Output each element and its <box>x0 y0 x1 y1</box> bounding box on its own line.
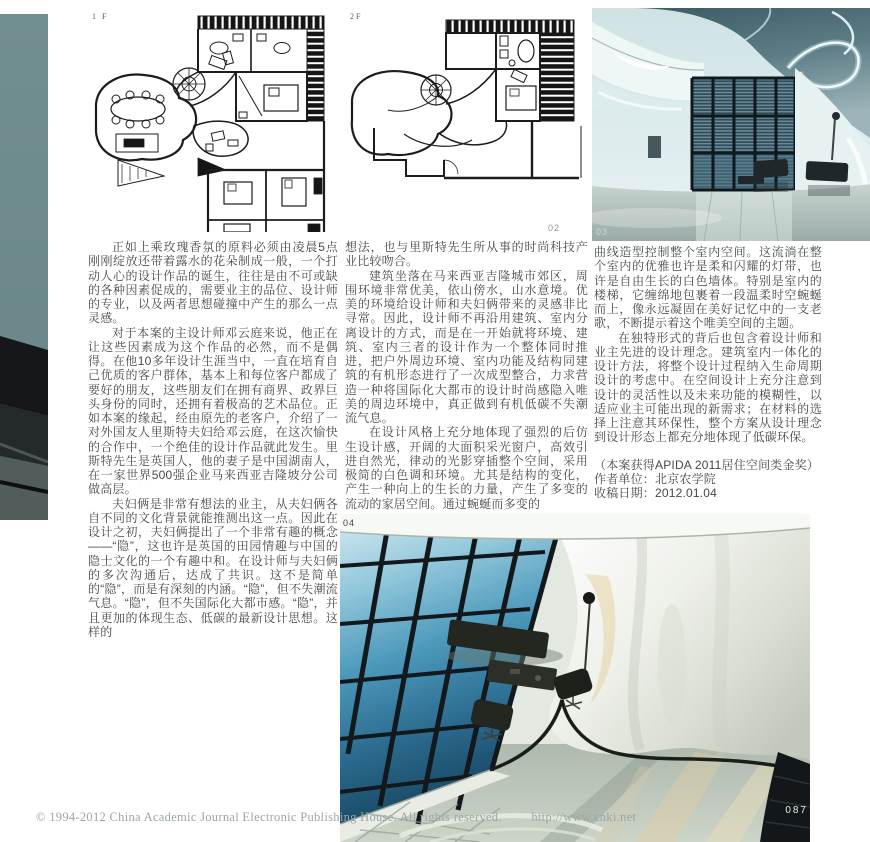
copyright-line <box>36 810 636 825</box>
left-photo-strip <box>0 14 48 520</box>
figure-label-04: 04 <box>343 518 356 528</box>
floorplan-1f-label: 1 F <box>92 12 109 21</box>
floorplan-2f-label: 2F <box>350 12 363 21</box>
article-paragraph: 想法，也与里斯特先生所从事的时尚科技产业比较吻合。 <box>345 240 588 269</box>
article-paragraph: 曲线造型控制整个室内空间。这流淌在整个室内的优雅也许是柔和闪耀的灯带，也许是自由生长的白色墙体。特别是室内的楼梯，它缠绵地包裹着一段温柔时空蜿蜒而上，像永远凝固在美好记忆中的一支老歌，不断提示着这个唯美空间的主题。 <box>594 245 822 331</box>
author-affiliation: 作者单位：北京农学院 <box>594 471 717 486</box>
floorplan-1f-figure <box>86 8 338 232</box>
article-paragraph: 建筑坐落在马来西亚吉隆城市郊区，周围环境非常优美，依山傍水，山水意境。优美的环境给设计师和夫妇俩带来的灵感非比寻常。因此，设计师不再沿用建筑、室内分离设计的方式，而是在一开始就将环境、建筑、室内三者的设计作为一个整体同时推进，把户外周边环境、室内功能及结构同建筑的有机形态进行了一次成型整合，力求营造一种将国际化大都市的设计时尚感隐入唯美的周边环境中，真正做到有机低碳不失潮流气息。 <box>345 268 588 425</box>
floorplan-1f-drawing <box>86 8 338 232</box>
floorplan-2f-figure <box>344 8 586 225</box>
page-number: 087 <box>785 805 808 816</box>
interior-photo-04-image <box>340 514 810 842</box>
text-column-2 <box>345 240 588 514</box>
article-paragraph: 夫妇俩是非常有想法的业主，从夫妇俩各自不同的文化背景就能推测出这一点。因此在设计之初，夫妇俩提出了一个非常有趣的概念——“隐”，这也许是英国的田园情趣与中国的隐士文化的一个有趣中和。在设计师与夫妇俩的多次沟通后，达成了共识。这不是简单的“隐”，而是有深刻的内涵。“隐”，但不失潮流气息。“隐”，但不失国际化大都市感。“隐”，并且更加的体现生态、低碳的最新设计思想。这样的 <box>88 496 338 639</box>
article-paragraph: 在独特形式的背后也包含着设计师和业主先进的设计理念。建筑室内一体化的设计方法，将整个设计过程纳入生命周期设计的考虑中。在空间设计上充分注意到设计的灵活性以及未来功能的模糊性，以适应业主可能出现的新需求；在材料的选择上注意其环保性，整个方案从设计理念到设计形态上都充分地体现了低碳环保。 <box>594 330 822 445</box>
article-paragraph: 正如上乘玫瑰香氛的原料必须由凌晨5点刚刚绽放还带着露水的花朵制成一般，一个打动人心的设计作品的诞生，往往是由不可或缺的各种因素促成的，需要业主的品位、设计师的专业，以及两者思想碰撞中产生的那么一点灵感。 <box>88 240 338 326</box>
received-date: 收稿日期：2012.01.04 <box>594 486 718 500</box>
floorplan-2f-drawing <box>344 8 586 225</box>
award-note: （本案获得APIDA 2011居住空间类金奖） <box>594 457 820 472</box>
figure-label-03: 03 <box>596 227 609 237</box>
interior-photo-03-image <box>592 8 870 241</box>
article-paragraph: 对于本案的主设计师邓云庭来说，他正在让这些因素成为这个作品的必然，而不是偶得。在他10多年设计生涯当中，一直在培育自己优质的客户群体，基本上和每位客户都成了要好的朋友，这些朋友们在拥有商界、政界巨头身份的同时，还拥有着极高的艺术品位。正如本案的缘起，经由原先的老客户，介绍了一对外国友人里斯特夫妇给邓云庭，在这次愉快的合作中，一个绝佳的设计作品就此发生。里斯特先生是英国人，他的妻子是中国湖南人，在一家世界500强企业马来西亚吉隆坡分公司做高层。 <box>88 325 338 497</box>
left-strip-image <box>0 14 48 520</box>
cnki-link[interactable]: http://www.cnki.net <box>531 810 637 824</box>
text-column-3 <box>594 245 822 500</box>
article-paragraph: 在设计风格上充分地体现了强烈的后仿生设计感，开阔的大面积采光窗户，高效引进自然光，律动的光影穿插整个空间，采用极简的白色调和环境。尤其是结构的变化，产生一种向上的生长的力量，产生了多变的流动的家居空间。通过蜿蜒而多变的 <box>345 425 588 511</box>
interior-photo-03 <box>592 8 870 241</box>
interior-photo-04 <box>340 514 810 842</box>
text-column-1 <box>88 240 338 656</box>
copyright-notice: © 1994-2012 China Academic Journal Electronic Publishing House. All rights reserved. <box>36 810 502 824</box>
figure-label-02: 02 <box>548 223 561 233</box>
